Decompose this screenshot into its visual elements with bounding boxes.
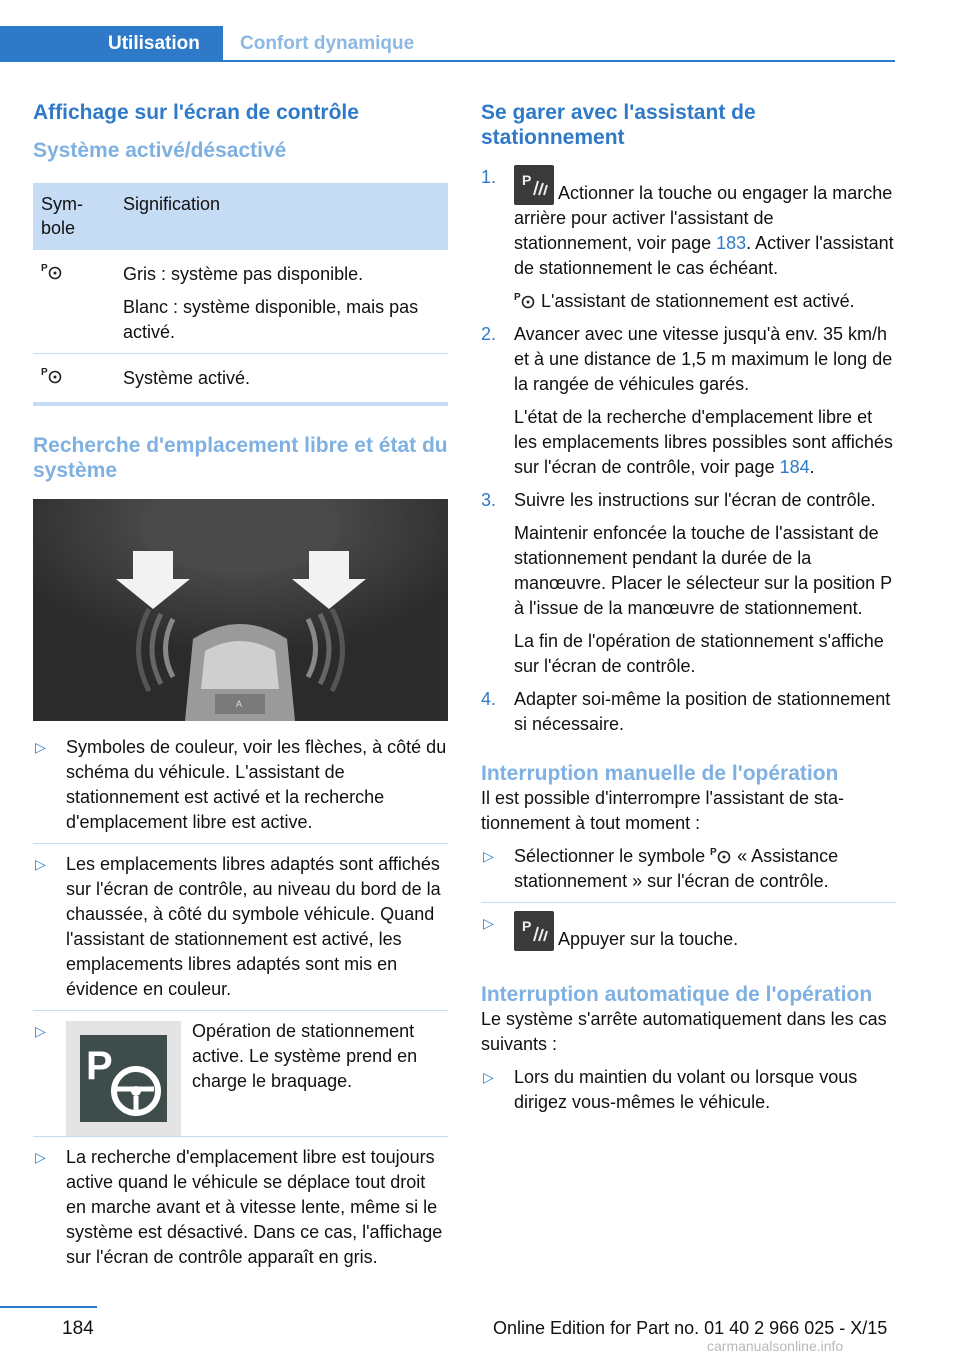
step-2: [481, 322, 896, 480]
footer-rule: [0, 1306, 97, 1308]
step-number: 1.: [481, 167, 497, 187]
step-3: [481, 488, 896, 679]
parking-assist-active-icon: [41, 366, 63, 384]
edition-text: Online Edition for Part no. 01 40 2 966 025 - X/15: [493, 1318, 888, 1338]
manual-bullet-1-a: Sélectionner le symbole: [514, 846, 711, 866]
step-4-text: Adapter soi-même la position de stationnement si nécessaire.: [514, 689, 891, 734]
list-item: [33, 1019, 448, 1137]
col-symbol-header: Sym- bole: [33, 183, 115, 250]
left-column: [33, 100, 448, 1270]
list-item: ▷ Lors du maintien du volant ou lorsque vous dirigez vous-mêmes le véhicule.: [481, 1065, 896, 1115]
svg-text:P: P: [710, 847, 717, 858]
step-1: [481, 165, 896, 314]
manual-bullet-1-b: « Assistance stationnement » sur l'écran de contrôle.: [514, 846, 839, 891]
steps-list: [481, 165, 896, 737]
heading-park: Se garer avec l'assistant de stationnement: [481, 101, 756, 149]
list-item: ▷ Symboles de couleur, voir les flèches, à côté du schéma du véhicule. L'assistant de stationnement est activé et la recherche d'emplacement libre est active.: [33, 735, 448, 844]
parking-assist-button-icon: [514, 911, 554, 951]
svg-text:P: P: [41, 263, 48, 274]
step-2-text: Avancer avec une vitesse jusqu'à env. 35 km/h et à une distance de 1,5 m maximum le long de la rangée de véhicules garés.: [514, 324, 893, 394]
step-3-sub: Maintenir enfoncée la touche de l'assistant de stationnement pendant la durée de la manœuvre. Placer le sélecteur sur la position P à l'issue de la manœuvre de stationnement.: [514, 523, 892, 618]
row2-text: Système activé.: [115, 354, 448, 405]
step-2-sub: L'état de la recherche d'emplacement libre et les emplacements libres possibles sont affichés sur l'écran de contrôle, voir page: [514, 407, 893, 477]
auto-bullet-list: [481, 1065, 896, 1115]
right-column: [481, 100, 896, 1115]
svg-text:P: P: [522, 172, 532, 188]
page-link-184[interactable]: 184: [779, 457, 810, 477]
parking-camera-image: [33, 499, 448, 721]
parking-assist-button-icon: [514, 165, 554, 205]
svg-text:A: A: [236, 699, 243, 709]
manual-bullet-2: Appuyer sur la touche.: [554, 929, 739, 949]
heading-status: Système activé/désactivé: [33, 139, 287, 162]
step-1-text: Actionner la touche ou engager la marche arrière pour activer l'assistant de stationnement, voir page: [514, 183, 893, 253]
manual-text: Il est possible d'interrompre l'assistant de stationnement à tout moment :: [481, 788, 845, 833]
watermark: carmanualsonline.info: [707, 1338, 844, 1354]
list-item: [481, 844, 896, 903]
auto-text: Le système s'arrête automatiquement dans les cas suivants :: [481, 1009, 887, 1054]
step-1-text-2: . Activer l'assistant de stationnement le cas échéant.: [514, 233, 894, 278]
parking-operation-active-icon: [66, 1021, 181, 1136]
step-1-sub: L'assistant de stationnement est activé.: [536, 291, 855, 311]
svg-text:P: ▷ P: [86, 1044, 113, 1088]
parking-assist-symbol-icon: [710, 846, 732, 864]
svg-text:P: P: [514, 292, 521, 303]
heading-manual: Interruption manuelle de l'opération: [481, 762, 839, 785]
page-number: 184: [62, 1318, 94, 1339]
step-3-text: Suivre les instructions sur l'écran de contrôle.: [514, 490, 876, 510]
search-bullet-list: [33, 735, 448, 1270]
table-row: [33, 354, 448, 405]
row1-grey-text: Gris : système pas disponible.: [123, 264, 364, 284]
manual-bullet-list: [481, 844, 896, 952]
header-rule: [0, 60, 895, 62]
tab-utilisation[interactable]: Utilisation: [0, 26, 223, 62]
list-item: [481, 911, 896, 952]
svg-text:P: ▷ P: [522, 918, 532, 934]
step-4: [481, 687, 896, 737]
operation-active-text: Opération de stationnement active. Le système prend en charge le braquage.: [192, 1021, 418, 1091]
heading-auto: Interruption automatique de l'opération: [481, 983, 873, 1006]
step-number: 3.: [481, 490, 497, 510]
heading-display: Affichage sur l'écran de contrôle: [33, 101, 359, 124]
step-number: 4.: [481, 689, 497, 709]
parking-assist-active-icon: [514, 291, 536, 309]
step-number: 2.: [481, 324, 497, 344]
heading-search: Recherche d'emplacement libre et état du système: [33, 434, 448, 482]
tab-confort-dynamique[interactable]: Confort dynamique: [240, 33, 415, 54]
col-meaning-header: Signification: [115, 183, 448, 250]
parking-assist-grey-icon: [41, 262, 63, 280]
table-row: [33, 250, 448, 354]
list-item: ▷ Les emplacements libres adaptés sont affichés sur l'écran de contrôle, au niveau du bord de la chaussée, à côté du symbole véhicule. Quand l'assistant de stationnement est activé, les emplacements libres adaptés sont mis en évidence en couleur.: [33, 852, 448, 1011]
step-2-sub-end: .: [809, 457, 815, 477]
list-item: ▷ La recherche d'emplacement libre est toujours active quand le véhicule se déplace tout droit en marche avant et à vitesse lente, même si le système est désactivé. Dans ce cas, l'affichage sur l'écran de contrôle apparaît en gris.: [33, 1145, 448, 1270]
svg-text:P: P: [41, 367, 48, 378]
table-header-row: [33, 183, 448, 250]
symbol-table: [33, 183, 448, 406]
page-header: [0, 26, 895, 62]
page-link-183[interactable]: 183: [716, 233, 747, 253]
step-3-sub-2: La fin de l'opération de stationnement s'affiche sur l'écran de contrôle.: [514, 631, 884, 676]
row1-white-text: Blanc : système disponible, mais pas activé.: [123, 297, 419, 342]
